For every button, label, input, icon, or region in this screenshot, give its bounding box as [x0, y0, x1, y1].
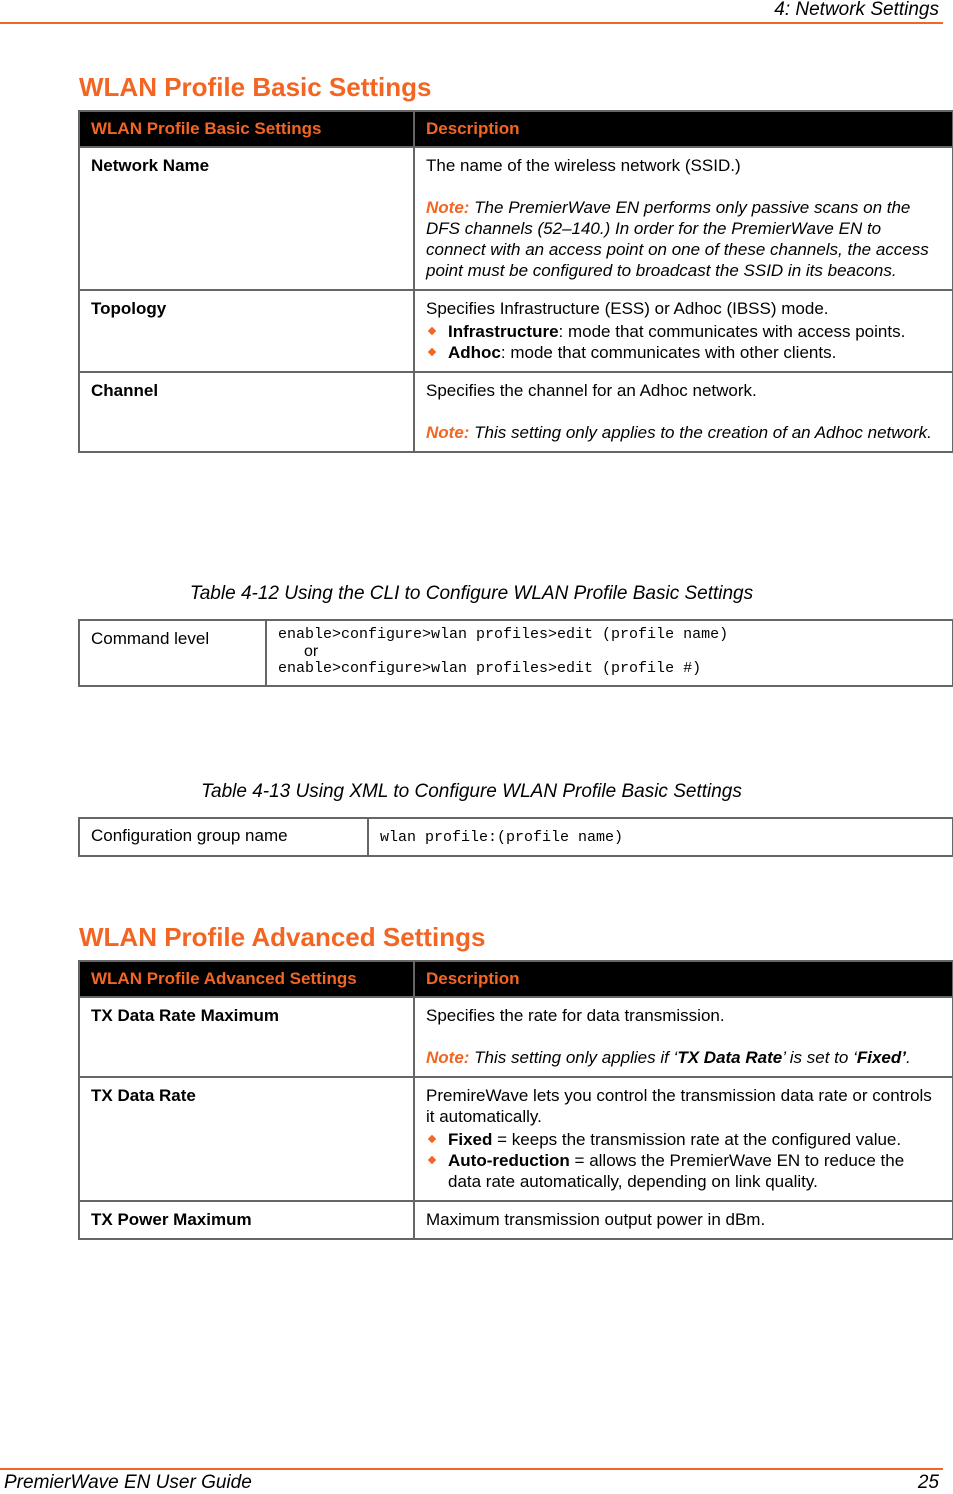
list-item [426, 321, 941, 342]
setting-description [414, 290, 953, 372]
option-text: : mode that communicates with other clients. [500, 343, 837, 362]
advanced-settings-table [78, 960, 953, 1240]
option-term: Fixed [448, 1130, 493, 1149]
table-row [79, 147, 953, 290]
setting-description [414, 1077, 953, 1201]
note-text: ’ is set to ‘ [782, 1048, 857, 1067]
table-row [79, 1201, 953, 1239]
footer-rule [0, 1468, 943, 1470]
description-text: Maximum transmission output power in dBm. [426, 1210, 766, 1229]
xml-group-name: wlan profile:(profile name) [380, 829, 624, 846]
column-header-description: Description [414, 111, 953, 147]
option-text: : mode that communicates with access points. [558, 322, 906, 341]
setting-name: TX Data Rate [79, 1077, 414, 1201]
note-text: This setting only applies to the creation of an Adhoc network. [469, 423, 932, 442]
cli-or: or [304, 643, 319, 660]
basic-settings-title: WLAN Profile Basic Settings [79, 72, 432, 102]
option-term: Infrastructure [448, 322, 559, 341]
option-term: Adhoc [448, 343, 501, 362]
setting-description [414, 147, 953, 290]
cli-command-1: enable>configure>wlan profiles>edit (profile name) [278, 626, 729, 643]
table-row [79, 372, 953, 452]
table-row [79, 997, 953, 1077]
setting-description [414, 372, 953, 452]
description-text: Specifies the channel for an Adhoc network. [426, 381, 757, 400]
setting-description [414, 997, 953, 1077]
diamond-bullet-icon [428, 1135, 436, 1143]
config-group-label: Configuration group name [79, 818, 368, 856]
table-header-row [79, 961, 953, 997]
list-item [426, 1129, 941, 1150]
note [426, 1047, 941, 1068]
diamond-bullet-icon [428, 348, 436, 356]
description-text: Specifies the rate for data transmission. [426, 1006, 725, 1025]
column-header-setting: WLAN Profile Advanced Settings [79, 961, 414, 997]
description-text: The name of the wireless network (SSID.) [426, 156, 741, 175]
setting-name: TX Power Maximum [79, 1201, 414, 1239]
table-row [79, 620, 953, 686]
note [426, 422, 941, 443]
table-row [79, 290, 953, 372]
cli-table-caption: Table 4-12 Using the CLI to Configure WLAN Profile Basic Settings [189, 583, 754, 604]
running-header: 4: Network Settings [774, 0, 939, 20]
note-text: The PremierWave EN performs only passive scans on the DFS channels (52–140.) In order for the PremierWave EN to connect with an access point on one of these channels, the access point must be configured to broadcast the SSID in its beacons. [426, 198, 929, 280]
note-text: This setting only applies if ‘ [469, 1048, 678, 1067]
option-list [426, 321, 941, 363]
table-row [79, 1077, 953, 1201]
table-row [79, 818, 953, 856]
option-text: = keeps the transmission rate at the configured value. [492, 1130, 902, 1149]
table-header-row [79, 111, 953, 147]
setting-name: Topology [79, 290, 414, 372]
note-emphasis: Fixed’ [856, 1048, 906, 1067]
setting-name: Channel [79, 372, 414, 452]
description-text: Specifies Infrastructure (ESS) or Adhoc (IBSS) mode. [426, 299, 829, 318]
command-level-label: Command level [79, 620, 266, 686]
description-text: PremireWave lets you control the transmission data rate or controls it automatically. [426, 1086, 932, 1126]
footer-guide-title: PremierWave EN User Guide [4, 1472, 252, 1493]
list-item [426, 1150, 941, 1192]
command-level-value [266, 620, 953, 686]
note-emphasis: TX Data Rate [677, 1048, 783, 1067]
option-term: Auto-reduction [448, 1151, 570, 1170]
header-rule [0, 22, 943, 24]
option-text: = allows the PremierWave EN to reduce the data rate automatically, depending on link quality. [448, 1151, 905, 1191]
note-label: Note: [426, 423, 470, 442]
page-number: 25 [917, 1472, 939, 1493]
config-group-value [368, 818, 953, 856]
column-header-description: Description [414, 961, 953, 997]
setting-description [414, 1201, 953, 1239]
option-list [426, 1129, 941, 1192]
advanced-settings-title: WLAN Profile Advanced Settings [79, 922, 486, 952]
note-label: Note: [426, 198, 470, 217]
xml-table-caption: Table 4-13 Using XML to Configure WLAN Profile Basic Settings [201, 781, 742, 802]
xml-table [78, 817, 953, 857]
cli-table [78, 619, 953, 687]
note [426, 197, 941, 281]
note-label: Note: [426, 1048, 470, 1067]
list-item [426, 342, 941, 363]
note-text: . [905, 1048, 911, 1067]
diamond-bullet-icon [428, 327, 436, 335]
setting-name: TX Data Rate Maximum [79, 997, 414, 1077]
column-header-setting: WLAN Profile Basic Settings [79, 111, 414, 147]
setting-name: Network Name [79, 147, 414, 290]
cli-command-2: enable>configure>wlan profiles>edit (profile #) [278, 660, 702, 677]
diamond-bullet-icon [428, 1156, 436, 1164]
basic-settings-table [78, 110, 953, 453]
